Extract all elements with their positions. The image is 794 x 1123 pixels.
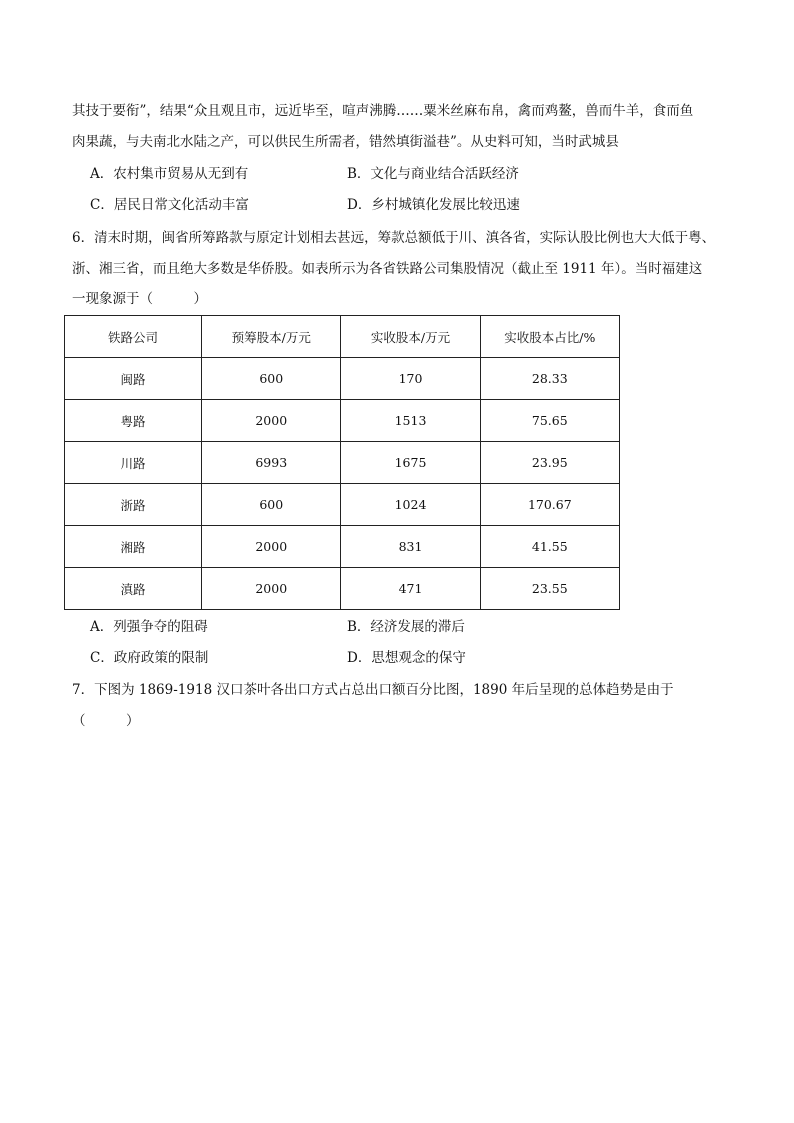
table-row	[65, 526, 620, 568]
q5-text-line1: 其技于要衔”，结果“众且观且市，远近毕至，喧声沸腾……粟米丝麻布帛，禽而鸡鳌，兽而牛羊，食而鱼	[72, 103, 694, 119]
table-row	[65, 442, 620, 484]
table-cell: 6993	[202, 442, 341, 484]
q6-text-line2: 浙、湘三省，而且绝大多数是华侨股。如表所示为各省铁路公司集股情况（截止至 1911 年）。当时福建这	[72, 261, 703, 277]
table-cell: 滇路	[65, 568, 202, 610]
table-row	[65, 358, 620, 400]
table-cell: 浙路	[65, 484, 202, 526]
railway-shares-table	[64, 315, 620, 610]
q7-text-line1: 7．下图为 1869-1918 汉口茶叶各出口方式占总出口额百分比图，1890 年后呈现的总体趋势是由于	[72, 682, 674, 698]
table-cell: 831	[341, 526, 480, 568]
table-cell: 170	[341, 358, 480, 400]
table-cell: 川路	[65, 442, 202, 484]
table-cell: 28.33	[480, 358, 619, 400]
table-cell: 2000	[202, 568, 341, 610]
table-cell: 2000	[202, 400, 341, 442]
table-cell: 粤路	[65, 400, 202, 442]
table-cell: 41.55	[480, 526, 619, 568]
table-header-cell: 实收股本占比/%	[480, 316, 619, 358]
q7-text-line2: （ ）	[72, 713, 140, 729]
q5-option-d[interactable]: D．乡村城镇化发展比较迅速	[347, 197, 520, 213]
q5-text-line2: 肉果蔬，与夫南北水陆之产，可以供民生所需者，错然填街溢巷”。从史料可知，当时武城县	[72, 134, 619, 150]
q5-option-a[interactable]: A．农村集市贸易从无到有	[90, 166, 249, 182]
table-row	[65, 400, 620, 442]
table-cell: 1675	[341, 442, 480, 484]
table-cell: 600	[202, 358, 341, 400]
table-cell: 23.55	[480, 568, 619, 610]
table-cell: 170.67	[480, 484, 619, 526]
table-header-cell: 实收股本/万元	[341, 316, 480, 358]
table-cell: 23.95	[480, 442, 619, 484]
table-header-cell: 预筹股本/万元	[202, 316, 341, 358]
table-header-cell: 铁路公司	[65, 316, 202, 358]
q6-option-a[interactable]: A．列强争夺的阻碍	[90, 619, 208, 635]
table-cell: 闽路	[65, 358, 202, 400]
q5-option-c[interactable]: C．居民日常文化活动丰富	[90, 197, 249, 213]
q6-text-line1: 6．清末时期，闽省所筹路款与原定计划相去甚远，筹款总额低于川、滇各省，实际认股比例也大大低于粤、	[72, 230, 716, 246]
q6-option-c[interactable]: C．政府政策的限制	[90, 650, 209, 666]
table-cell: 2000	[202, 526, 341, 568]
table-cell: 湘路	[65, 526, 202, 568]
q6-option-d[interactable]: D．思想观念的保守	[347, 650, 466, 666]
table-cell: 471	[341, 568, 480, 610]
table-row	[65, 568, 620, 610]
table-row	[65, 484, 620, 526]
q6-option-b[interactable]: B．经济发展的滞后	[347, 619, 465, 635]
table-cell: 75.65	[480, 400, 619, 442]
table-cell: 600	[202, 484, 341, 526]
table-cell: 1513	[341, 400, 480, 442]
table-cell: 1024	[341, 484, 480, 526]
q5-option-b[interactable]: B．文化与商业结合活跃经济	[347, 166, 519, 182]
table-header-row	[65, 316, 620, 358]
q6-text-line3: 一现象源于（ ）	[72, 291, 207, 307]
